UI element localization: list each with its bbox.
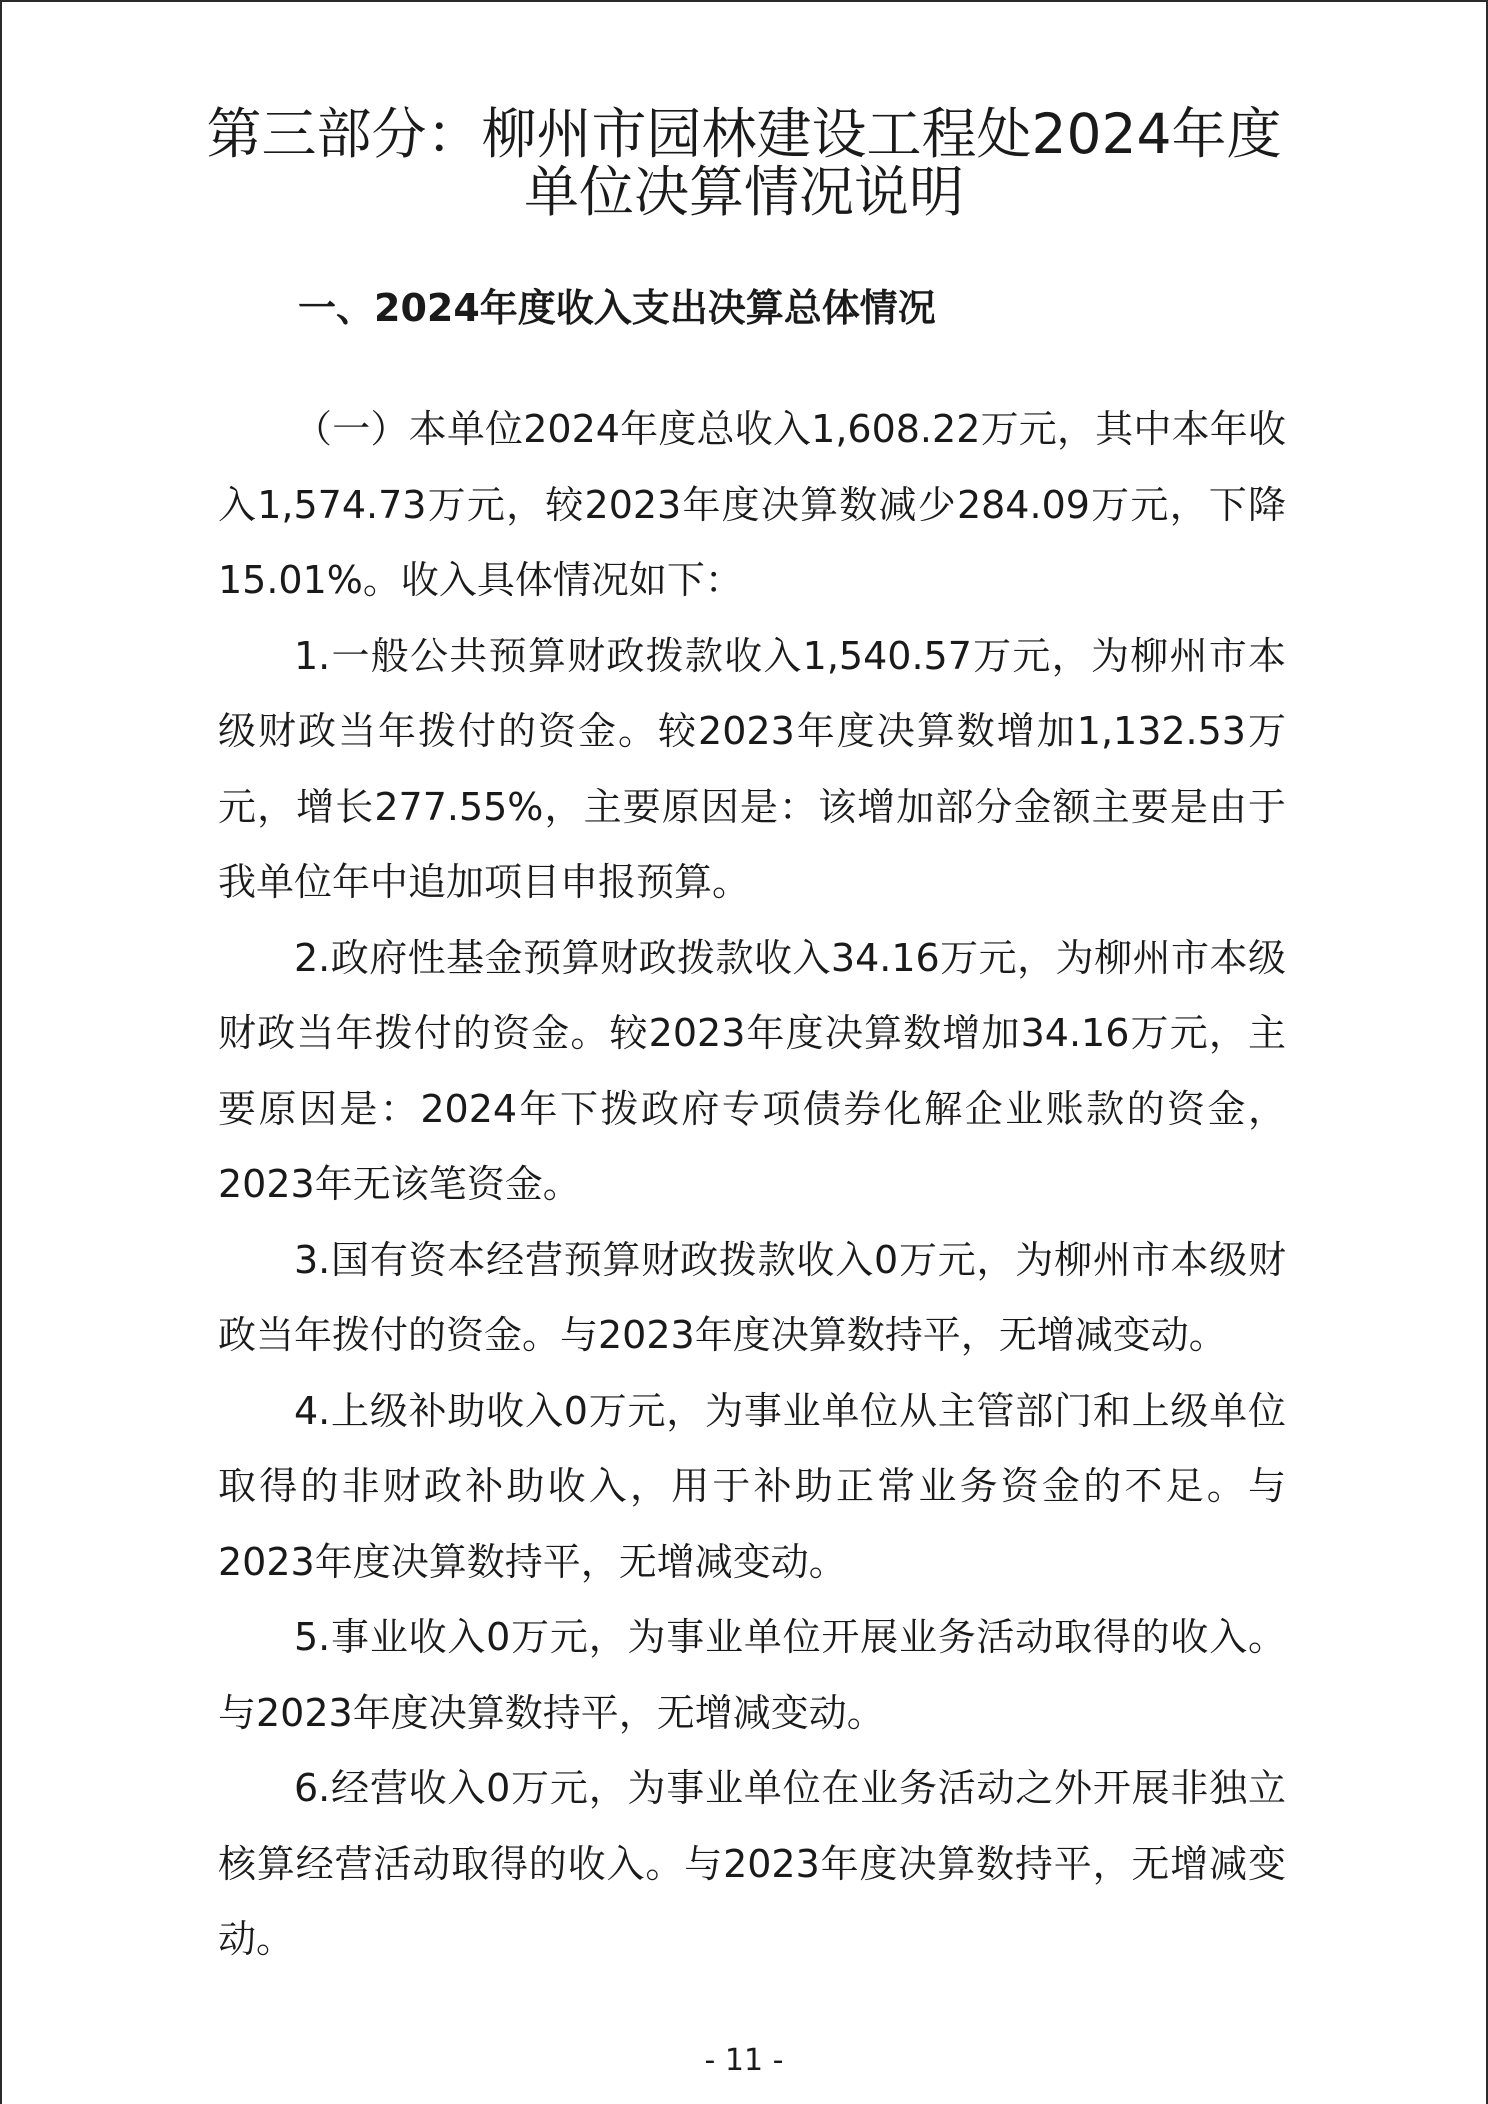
page-border-top — [0, 0, 1488, 2]
page-border-left — [0, 0, 2, 2104]
page-title-line-1: 第三部分：柳州市园林建设工程处2024年度 — [206, 102, 1282, 166]
document-body — [218, 392, 1286, 1978]
page-title-line-2: 单位决算情况说明 — [523, 160, 964, 224]
paragraph-state-capital: 3.国有资本经营预算财政拨款收入0万元，为柳州市本级财政当年拨付的资金。与2023年度决算数持平，无增减变动。 — [218, 1237, 1286, 1357]
paragraph-general-budget: 1.一般公共预算财政拨款收入1,540.57万元，为柳州市本级财政当年拨付的资金。较2023年度决算数增加1,132.53万元，增长277.55%，主要原因是：该增加部分金额主要是由于我单位年中追加项目申报预算。 — [218, 633, 1286, 904]
paragraph-operating-income: 6.经营收入0万元，为事业单位在业务活动之外开展非独立核算经营活动取得的收入。与2023年度决算数持平，无增减变动。 — [218, 1766, 1286, 1961]
paragraph-government-fund: 2.政府性基金预算财政拨款收入34.16万元，为柳州市本级财政当年拨付的资金。较2023年度决算数增加34.16万元，主要原因是：2024年下拨政府专项债券化解企业账款的资金，2023年无该笔资金。 — [218, 935, 1286, 1206]
paragraph-superior-subsidy: 4.上级补助收入0万元，为事业单位从主管部门和上级单位取得的非财政补助收入，用于补助正常业务资金的不足。与2023年度决算数持平，无增减变动。 — [218, 1388, 1286, 1584]
section-heading: 一、2024年度收入支出决算总体情况 — [298, 286, 936, 330]
paragraph-business-income: 5.事业收入0万元，为事业单位开展业务活动取得的收入。与2023年度决算数持平，无增减变动。 — [218, 1615, 1286, 1735]
page-number: - 11 - — [704, 2043, 784, 2078]
paragraph-total-income: （一）本单位2024年度总收入1,608.22万元，其中本年收入1,574.73万元，较2023年度决算数减少284.09万元，下降15.01%。收入具体情况如下： — [218, 407, 1286, 602]
